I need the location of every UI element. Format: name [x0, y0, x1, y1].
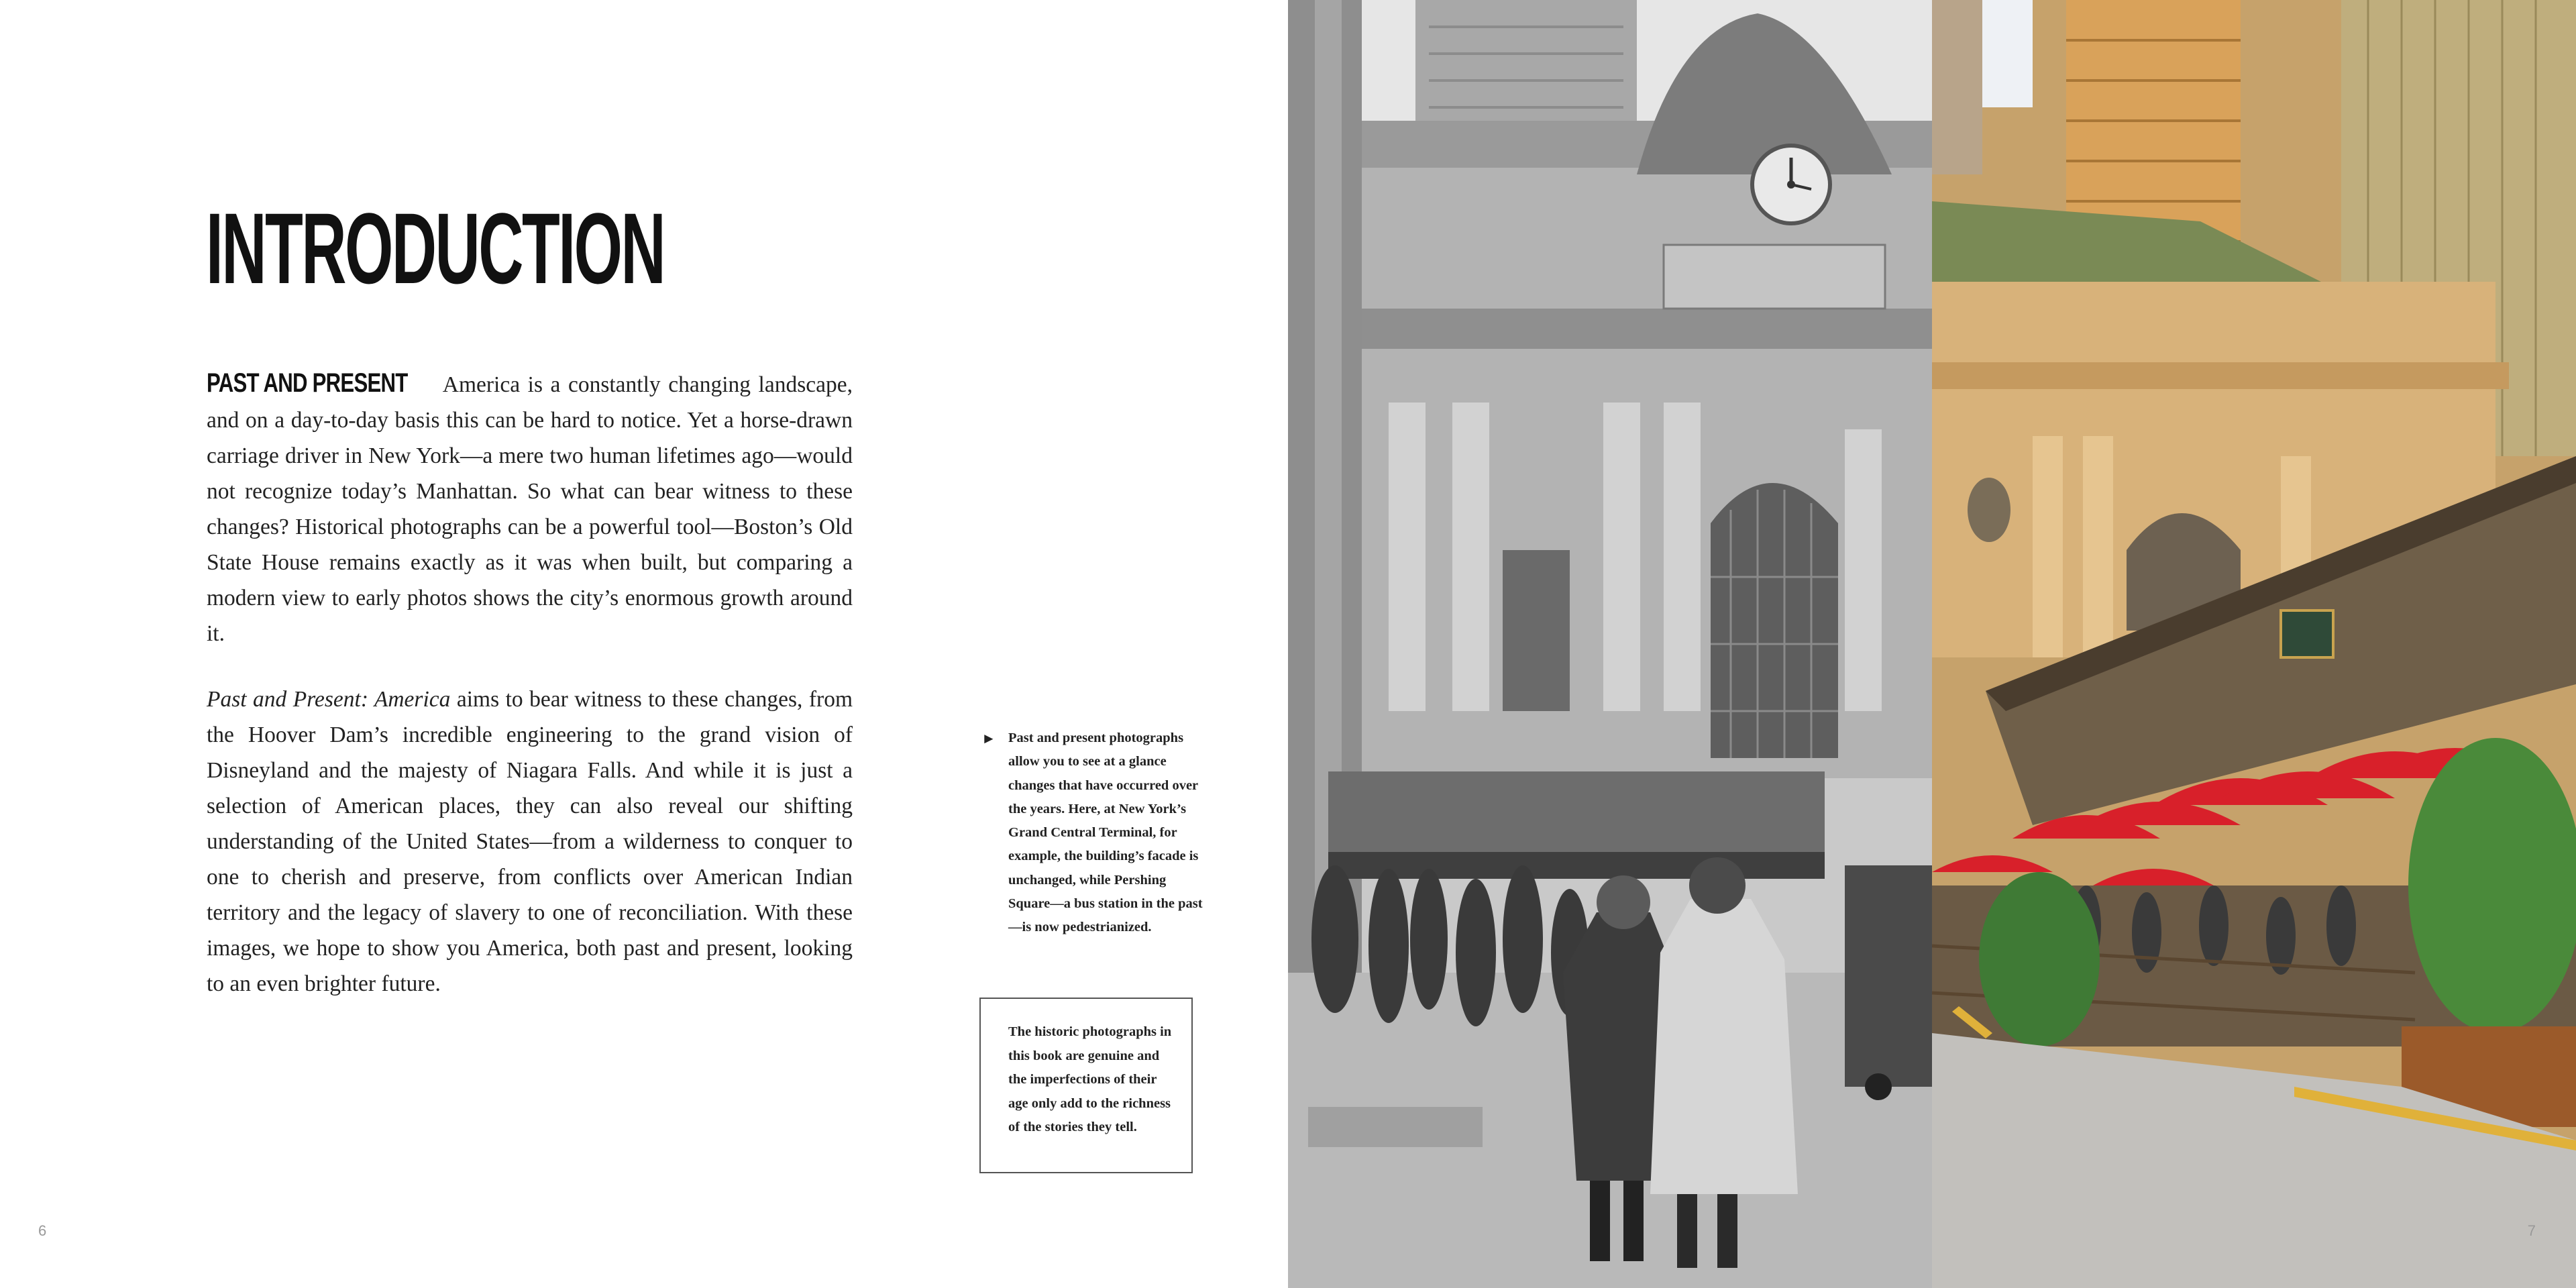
page-number-left: 6	[38, 1222, 47, 1239]
historic-photo-illustration	[1288, 0, 1932, 1288]
caption-text: Past and present photographs allow you to see at a glance changes that have occurred over the years. Here, at New York’s Grand Central Terminal, for example, the building’s facade is unchanged, while Pershing Square—a bus station in the past—is now pedestrianized.	[1008, 731, 1203, 935]
paragraph-2	[207, 682, 853, 1002]
page-title: INTRODUCTION	[206, 192, 665, 305]
modern-photo-pershing-square	[1932, 0, 2576, 1288]
photo-caption	[981, 727, 1203, 940]
paragraph-2-text: aims to bear witness to these changes, from the Hoover Dam’s incredible engineering to the grand vision of Disneyland and the majesty of Niagara Falls. And while it is just a selection of American places, they can also reveal our shifting understanding of the United States—from a wilderness to conquer to one to cherish and preserve, from conflicts over American Indian territory and the legacy of slavery to one of reconciliation. With these images, we hope to show you America, both past and present, looking to an even brighter future.	[207, 687, 853, 996]
page-number-right: 7	[2527, 1222, 2536, 1239]
right-page	[1288, 0, 2576, 1288]
historic-photo-grand-central	[1288, 0, 1932, 1288]
paragraph-1	[207, 366, 853, 651]
caption-arrow-icon: ►	[981, 730, 996, 747]
modern-photo-illustration	[1932, 0, 2576, 1288]
introduction-body	[207, 366, 853, 1032]
book-title: Past and Present: America	[207, 687, 451, 712]
lead-heading: PAST AND PRESENT	[207, 368, 408, 398]
note-box: The historic photographs in this book are genuine and the imperfections of their age only add to the richness of the stories they tell.	[979, 998, 1193, 1173]
paragraph-1-text: America is a constantly changing landscape, and on a day-to-day basis this can be hard to notice. Yet a horse-drawn carriage driver in New York—a mere two human lifetimes ago—would not recognize today’s Manhattan. So what can bear witness to these changes? Historical photographs can be a powerful tool—Boston’s Old State House remains exactly as it was when built, but comparing a modern view to early photos shows the city’s enormous growth around it.	[207, 372, 853, 646]
